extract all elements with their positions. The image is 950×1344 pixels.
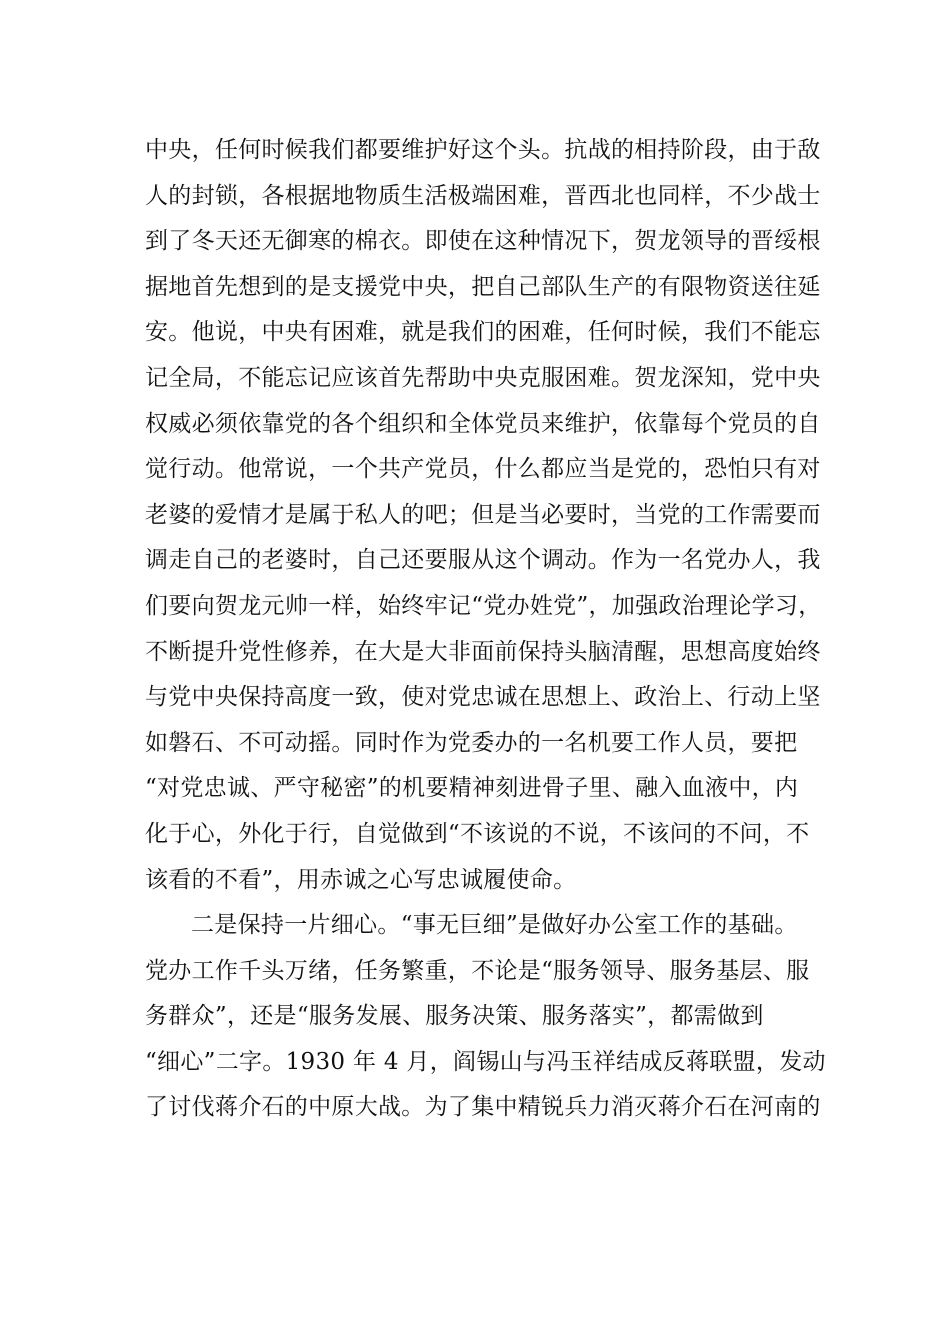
text-line: 到了冬天还无御寒的棉衣。即使在这种情况下，贺龙领导的晋绥根 — [145, 228, 821, 255]
text-line: 安。他说，中央有困难，就是我们的困难，任何时候，我们不能忘 — [145, 319, 821, 346]
text-line: 觉行动。他常说，一个共产党员，什么都应当是党的，恐怕只有对 — [145, 456, 821, 483]
text-line: 调走自己的老婆时，自己还要服从这个调动。作为一名党办人，我 — [145, 547, 821, 574]
text-line: 人的封锁，各根据地物质生活极端困难，晋西北也同样，不少战士 — [145, 182, 821, 209]
text-line: 务群众”，还是“服务发展、服务决策、服务落实”，都需做到 — [145, 1003, 764, 1030]
text-line: 与党中央保持高度一致，使对党忠诚在思想上、政治上、行动上坚 — [145, 684, 821, 711]
text-line: “对党忠诚、严守秘密”的机要精神刻进骨子里、融入血液中，内 — [145, 775, 799, 802]
text-line: 权威必须依靠党的各个组织和全体党员来维护，依靠每个党员的自 — [145, 410, 821, 437]
text-line: “细心”二字。1930 年 4 月，阎锡山与冯玉祥结成反蒋联盟，发动 — [145, 1048, 826, 1075]
paragraph-start-line: 二是保持一片细心。“事无巨细”是做好办公室工作的基础。 — [191, 912, 798, 939]
text-line: 不断提升党性修养，在大是大非面前保持头脑清醒，思想高度始终 — [145, 638, 821, 665]
text-line: 了讨伐蒋介石的中原大战。为了集中精锐兵力消灭蒋介石在河南的 — [145, 1094, 821, 1121]
text-line: 中央，任何时候我们都要维护好这个头。抗战的相持阶段，由于敌 — [145, 137, 821, 163]
text-line: 记全局，不能忘记应该首先帮助中央克服困难。贺龙深知，党中央 — [145, 364, 821, 391]
text-line: 党办工作千头万绪，任务繁重，不论是“服务领导、服务基层、服 — [145, 957, 810, 984]
body-text — [145, 128, 826, 1131]
text-line: 如磐石、不可动摇。同时作为党委办的一名机要工作人员，要把 — [145, 729, 798, 756]
text-line: 们要向贺龙元帅一样，始终牢记“党办姓党”，加强政治理论学习， — [145, 592, 822, 619]
text-line: 该看的不看”，用赤诚之心写忠诚履使命。 — [145, 866, 577, 893]
text-line: 据地首先想到的是支援党中央，把自己部队生产的有限物资送往延 — [145, 273, 821, 300]
text-line: 化于心，外化于行，自觉做到“不该说的不说，不该问的不问，不 — [145, 820, 810, 847]
text-line: 老婆的爱情才是属于私人的吧；但是当必要时，当党的工作需要而 — [145, 501, 821, 528]
